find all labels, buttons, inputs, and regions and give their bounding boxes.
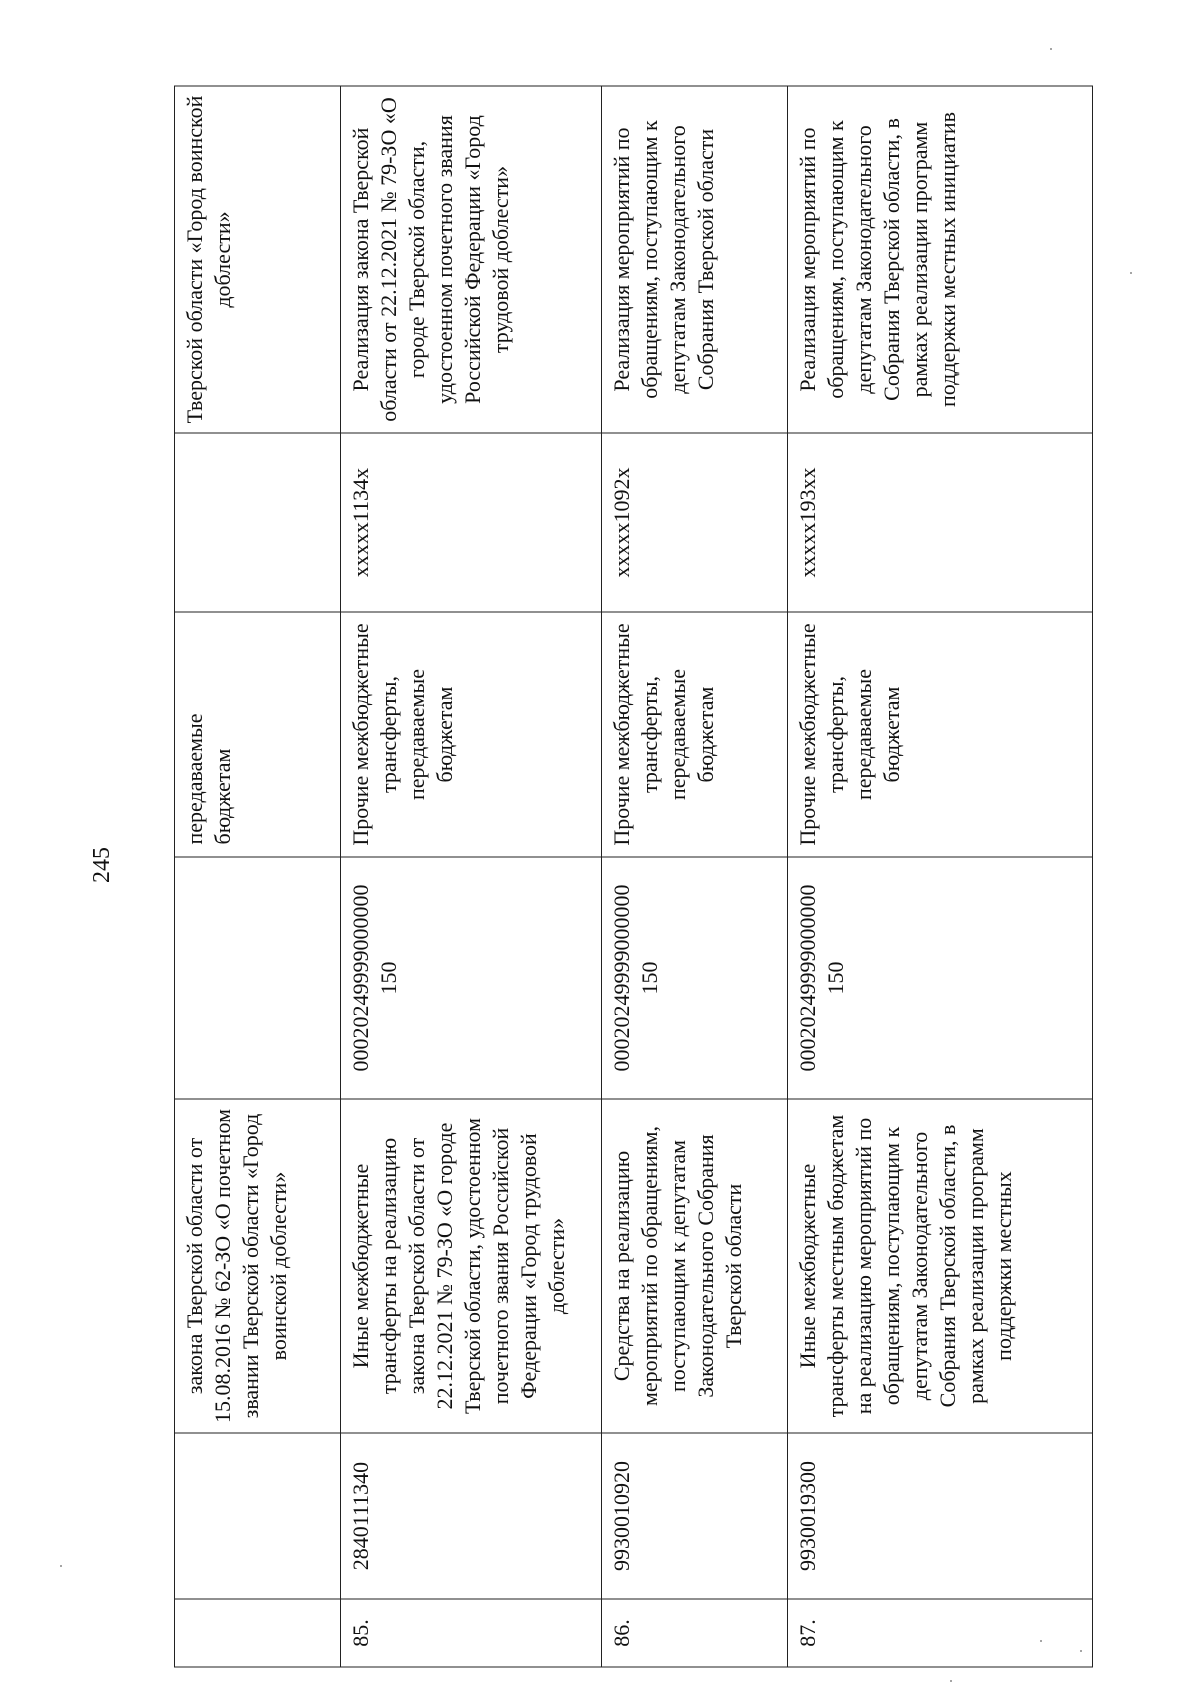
table-row (175, 86, 341, 1667)
scan-speck (60, 1565, 62, 1567)
table-row (788, 86, 1093, 1667)
income-kind-cell: Прочие межбюджетные трансферты, передаваемые бюджетам (788, 612, 1093, 857)
budget-table (174, 85, 1093, 1667)
row-number-cell: 87. (788, 1599, 1093, 1667)
table-row (602, 86, 788, 1667)
budget-code-cell: 00020249999000000 150 (602, 857, 788, 1099)
scan-speck (1040, 1640, 1042, 1642)
budget-code-cell (175, 857, 341, 1099)
target-name-cell: Иные межбюджетные трансферты местным бюджетам на реализацию мероприятий по обращениям, поступающим к депутатам Законодательного Собрания Тверской области, в рамках реализации программ поддержки местных (788, 1099, 1093, 1433)
target-code-cell: 2840111340 (341, 1433, 602, 1599)
extended-code-cell: xxxxx1134x (341, 433, 602, 612)
income-kind-cell: Прочие межбюджетные трансферты, передаваемые бюджетам (602, 612, 788, 857)
scan-speck (1130, 272, 1132, 274)
target-code-cell (175, 1433, 341, 1599)
extended-code-cell (175, 433, 341, 612)
page-number: 245 (89, 847, 115, 883)
scan-speck (950, 1680, 952, 1682)
target-code-cell: 9930019300 (788, 1433, 1093, 1599)
table-container (174, 86, 1092, 1667)
budget-code-cell: 00020249999000000 150 (788, 857, 1093, 1099)
target-name-cell: Средства на реализацию мероприятий по обращениям, поступающим к депутатам Законодательного Собрания Тверской области (602, 1099, 788, 1433)
income-kind-cell: Прочие межбюджетные трансферты, передаваемые бюджетам (341, 612, 602, 857)
scan-speck (1050, 48, 1052, 50)
description-cell: Реализация закона Тверской области от 22.12.2021 № 79-ЗО «О городе Тверской области, удостоенном почетного звания Российской Федерации «Город трудовой доблести» (341, 86, 602, 433)
description-cell: Тверской области «Город воинской доблести» (175, 86, 341, 433)
table-row (341, 86, 602, 1667)
extended-code-cell: xxxxx1092x (602, 433, 788, 612)
row-number-cell: 85. (341, 1599, 602, 1667)
description-cell: Реализация мероприятий по обращениям, поступающим к депутатам Законодательного Собрания Тверской области (602, 86, 788, 433)
row-number-cell: 86. (602, 1599, 788, 1667)
target-code-cell: 9930010920 (602, 1433, 788, 1599)
scan-speck (1080, 1650, 1082, 1652)
income-kind-cell: передаваемые бюджетам (175, 612, 341, 857)
row-number-cell (175, 1599, 341, 1667)
extended-code-cell: xxxxx193xx (788, 433, 1093, 612)
description-cell: Реализация мероприятий по обращениям, поступающим к депутатам Законодательного Собрания Тверской области, в рамках реализации программ поддержки местных инициатив (788, 86, 1093, 433)
rotated-table-frame (174, 86, 1092, 1667)
target-name-cell: закона Тверской области от 15.08.2016 № 62-ЗО «О почетном звании Тверской области «Город воинской доблести» (175, 1099, 341, 1433)
target-name-cell: Иные межбюджетные трансферты на реализацию закона Тверской области от 22.12.2021 № 79-ЗО «О городе Тверской области, удостоенном почетного звания Российской Федерации «Город трудовой доблести» (341, 1099, 602, 1433)
budget-code-cell: 00020249999000000 150 (341, 857, 602, 1099)
